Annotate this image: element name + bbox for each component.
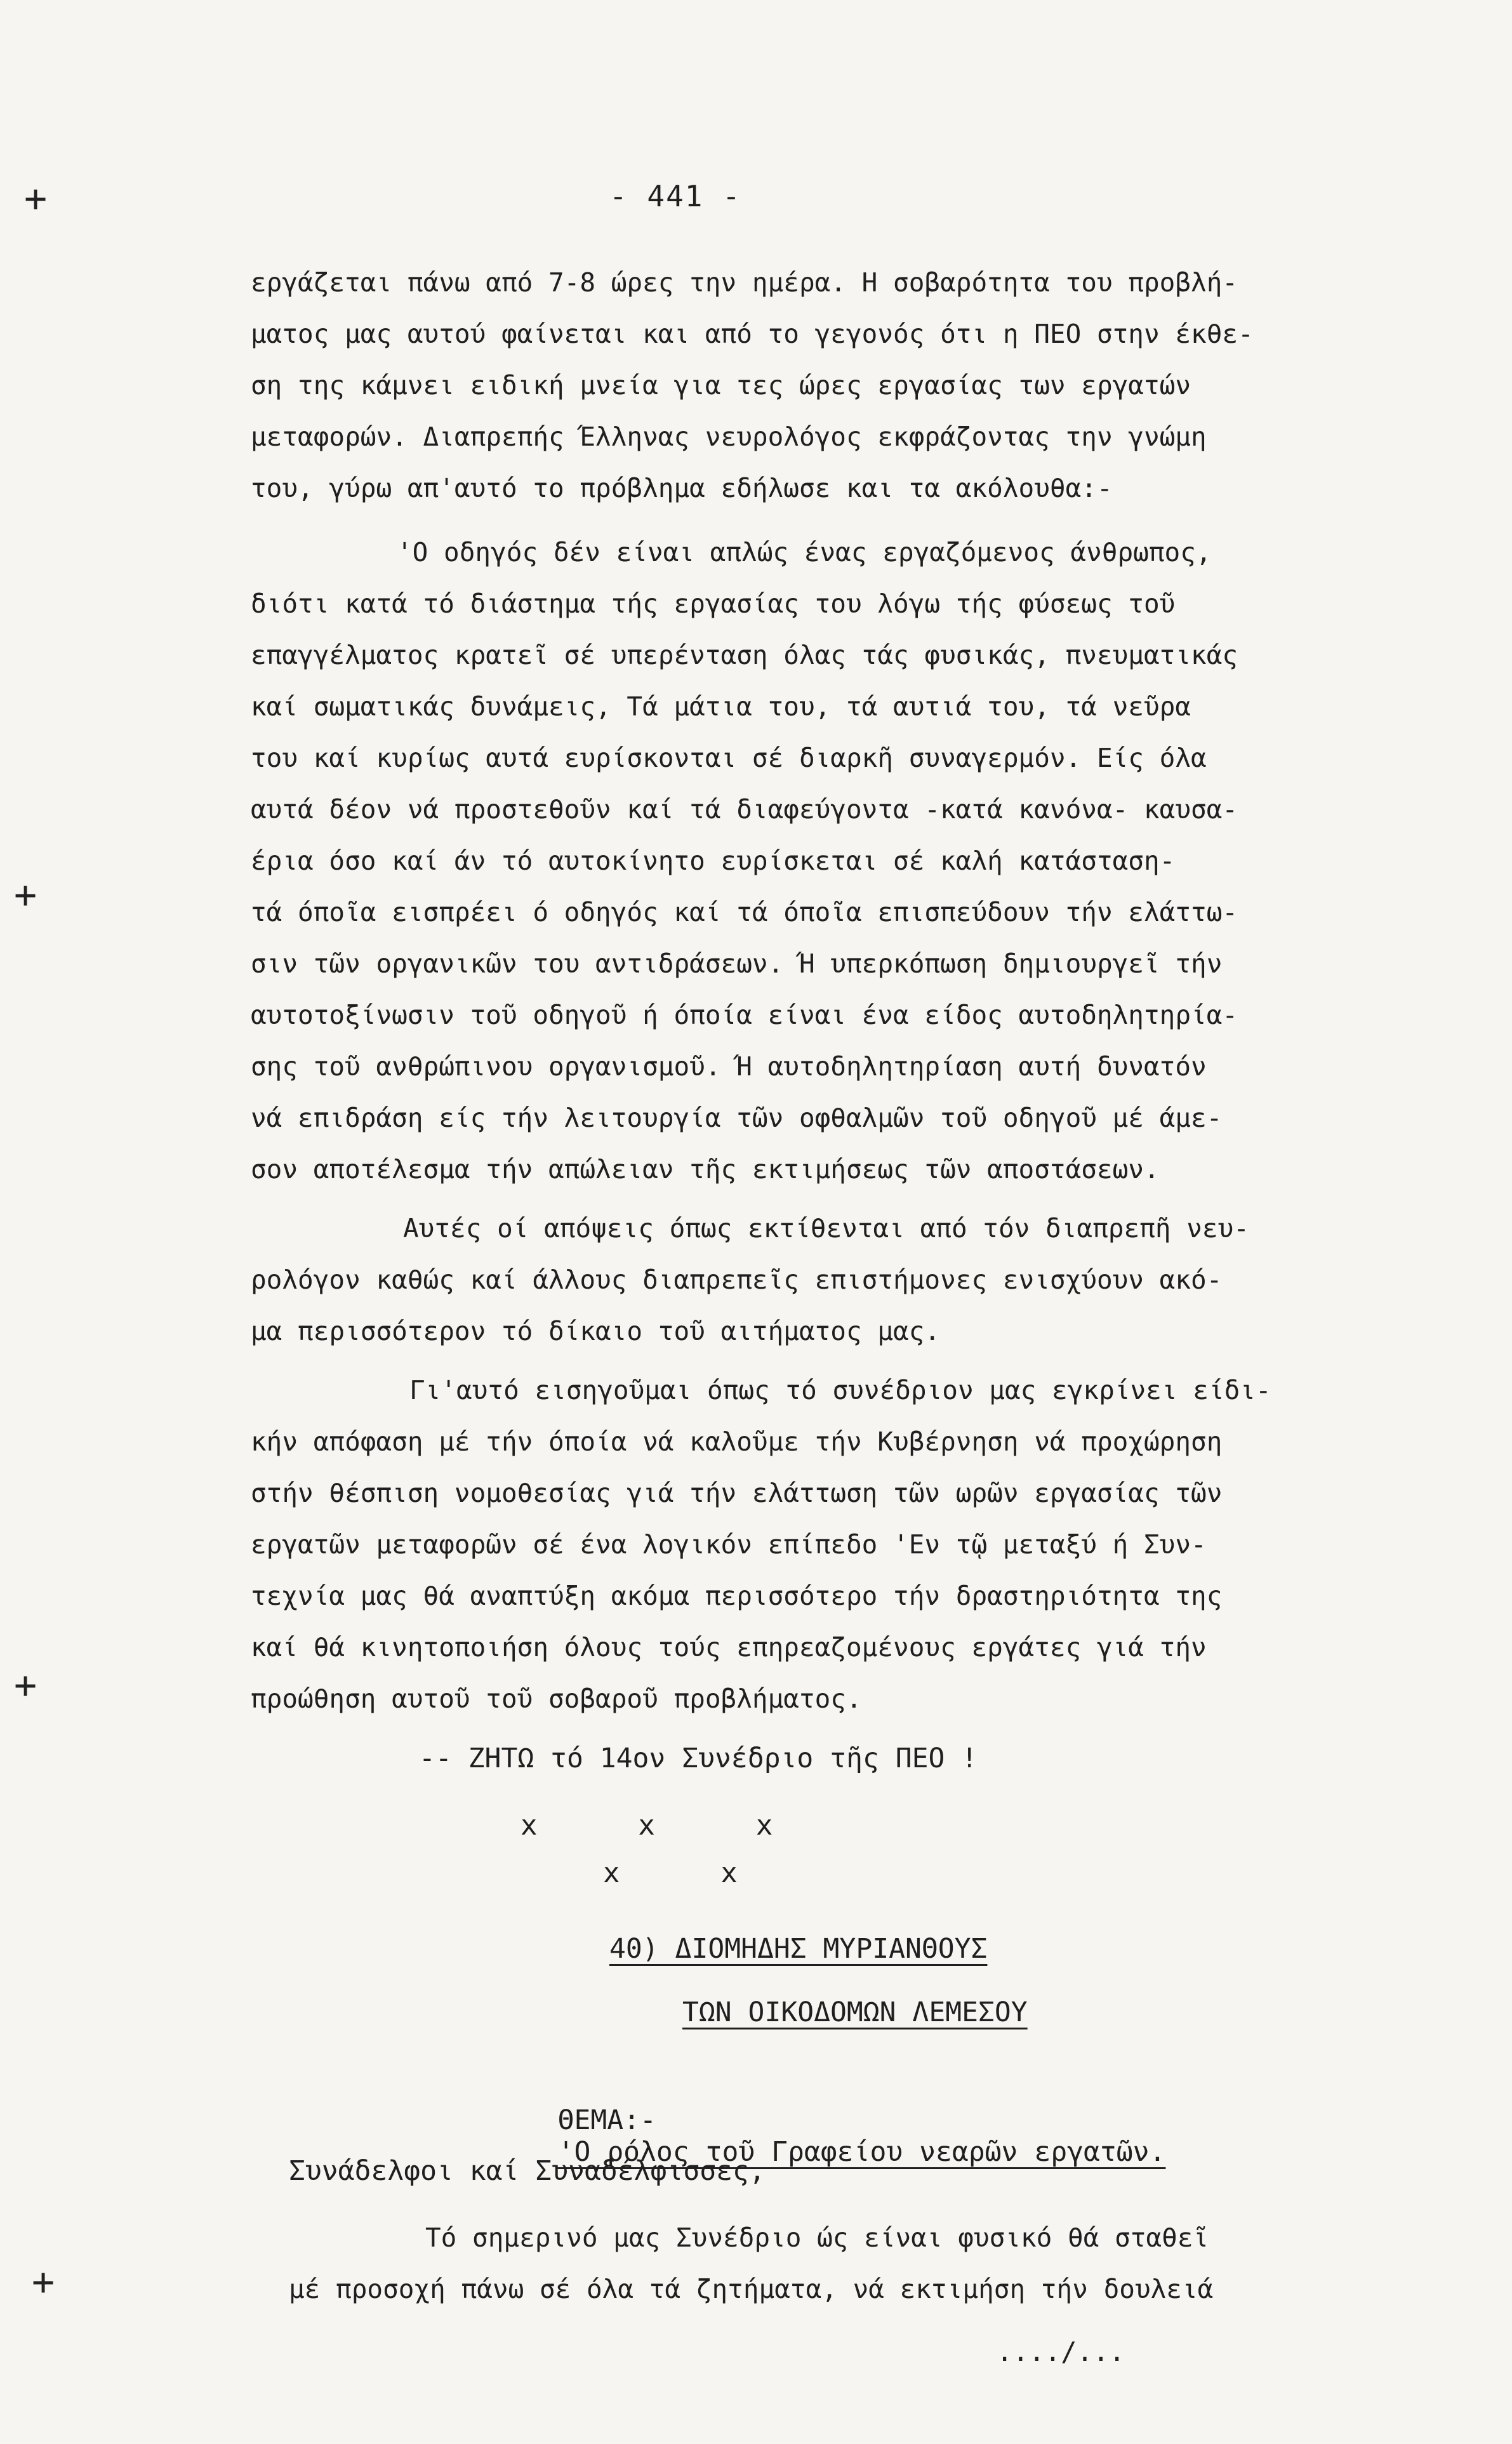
margin-mark: + [24,176,48,221]
text-line: 'Ο οδηγός δέν είναι απλώς ένας εργαζόμενος άνθρωπος, [397,537,1212,568]
text-line: εργάζεται πάνω από 7-8 ώρες την ημέρα. Η σοβαρότητα του προβλή- [251,267,1238,298]
topic-title: 'Ο ρόλος τοῦ Γραφείου νεαρῶν εργατῶν. [557,2136,1166,2168]
text-line: νά επιδράση είς τήν λειτουργία τῶν οφθαλμῶν τοῦ οδηγοῦ μέ άμε- [251,1103,1223,1133]
paragraph-5 [289,2212,1368,2315]
text-line: μα περισσότερον τό δίκαιο τοῦ αιτήματος μας. [251,1316,941,1346]
text-line: ση της κάμνει ειδική μνεία για τες ώρες εργασίας των εργατών [251,370,1191,401]
text-line: αυτά δέον νά προστεθοῦν καί τά διαφεύγοντα -κατά κανόνα- καυσα- [251,794,1238,825]
section-separator [508,1809,952,1904]
speaker-name: 40) ΔΙΟΜΗΔΗΣ ΜΥΡΙΑΝΘΟΥΣ [609,1933,988,1965]
text-line: του, γύρω απ'αυτό το πρόβλημα εδήλωσε και τα ακόλουθα:- [251,473,1113,503]
margin-mark: + [32,2260,55,2304]
text-line: εργατῶν μεταφορῶν σέ ένα λογικόν επίπεδο 'Εν τῷ μεταξύ ή Συν- [251,1529,1207,1560]
text-line: στήν θέσπιση νομοθεσίας γιά τήν ελάττωση τῶν ωρῶν εργασίας τῶν [251,1478,1223,1508]
paragraph-4 [251,1365,1381,1725]
slogan: -- ΖΗΤΩ τό 14ον Συνέδριο τῆς ΠΕΟ ! [419,1743,978,1774]
text-line: του καί κυρίως αυτά ευρίσκονται σέ διαρκῆ συναγερμόν. Είς όλα [251,743,1207,773]
paragraph-2 [251,527,1381,1195]
margin-mark: + [14,873,37,917]
paragraph-1 [251,257,1381,514]
topic-label: ΘΕΜΑ:- [557,2104,656,2136]
text-line: σης τοῦ ανθρώπινου οργανισμοῦ. Ή αυτοδηλητηρίαση αυτή δυνατόν [251,1051,1207,1082]
text-line: τά όποῖα εισπρέει ό οδηγός καί τά όποῖα επισπεύδουν τήν ελάττω- [251,897,1238,927]
text-line: καί σωματικάς δυνάμεις, Τά μάτια του, τά αυτιά του, τά νεῦρα [251,691,1191,722]
text-line: μέ προσοχή πάνω σέ όλα τά ζητήματα, νά εκτιμήση τήν δουλειά [289,2274,1214,2304]
text-line: σιν τῶν οργανικῶν του αντιδράσεων. Ή υπερκόπωση δημιουργεῖ τήν [251,948,1223,979]
text-line: μεταφορών. Διαπρεπής Έλληνας νευρολόγος εκφράζοντας την γνώμη [251,422,1207,452]
text-line: έρια όσο καί άν τό αυτοκίνητο ευρίσκεται σέ καλή κατάσταση- [251,846,1176,876]
text-line: αυτοτοξίνωσιν τοῦ οδηγοῦ ή όποία είναι ένα είδος αυτοδηλητηρία- [251,1000,1238,1030]
text-line: τεχνία μας θά αναπτύξη ακόμα περισσότερο τήν δραστηριότητα της [251,1581,1223,1611]
text-line: ρολόγον καθώς καί άλλους διαπρεπεῖς επιστήμονες ενισχύουν ακό- [251,1265,1223,1295]
text-line: επαγγέλματος κρατεῖ σέ υπερένταση όλας τάς φυσικάς, πνευματικάς [251,640,1238,670]
paragraph-3 [251,1203,1381,1357]
text-line: κήν απόφαση μέ τήν όποία νά καλοῦμε τήν Κυβέρνηση νά προχώρηση [251,1426,1223,1457]
text-line: Τό σημερινό μας Συνέδριο ώς είναι φυσικό θά σταθεῖ [425,2222,1209,2253]
text-line: Γι'αυτό εισηγοῦμαι όπως τό συνέδριον μας εγκρίνει είδι- [409,1375,1271,1405]
continuation-mark: ..../... [997,2336,1125,2367]
separator-row: x x [603,1857,738,1889]
text-line: Αυτές οί απόψεις όπως εκτίθενται από τόν διαπρεπῆ νευ- [403,1213,1249,1244]
text-line: διότι κατά τό διάστημα τής εργασίας του λόγω τής φύσεως τοῦ [251,588,1176,619]
text-line: καί θά κινητοποιήση όλους τούς επηρεαζομένους εργάτες γιά τήν [251,1632,1207,1663]
text-line: ματος μας αυτού φαίνεται και από το γεγονός ότι η ΠΕΟ στην έκθε- [251,319,1254,349]
page-number: - 441 - [609,179,741,213]
greeting: Συνάδελφοι καί Συναδέλφισσες, [289,2155,766,2187]
text-line: σον αποτέλεσμα τήν απώλειαν τῆς εκτιμήσεως τῶν αποστάσεων. [251,1154,1160,1185]
margin-mark: + [14,1663,37,1708]
union-name: ΤΩΝ ΟΙΚΟΔΟΜΩΝ ΛΕΜΕΣΟΥ [682,1996,1028,2028]
text-line: προώθηση αυτοῦ τοῦ σοβαροῦ προβλήματος. [251,1684,862,1714]
separator-row: x x x [521,1809,773,1842]
